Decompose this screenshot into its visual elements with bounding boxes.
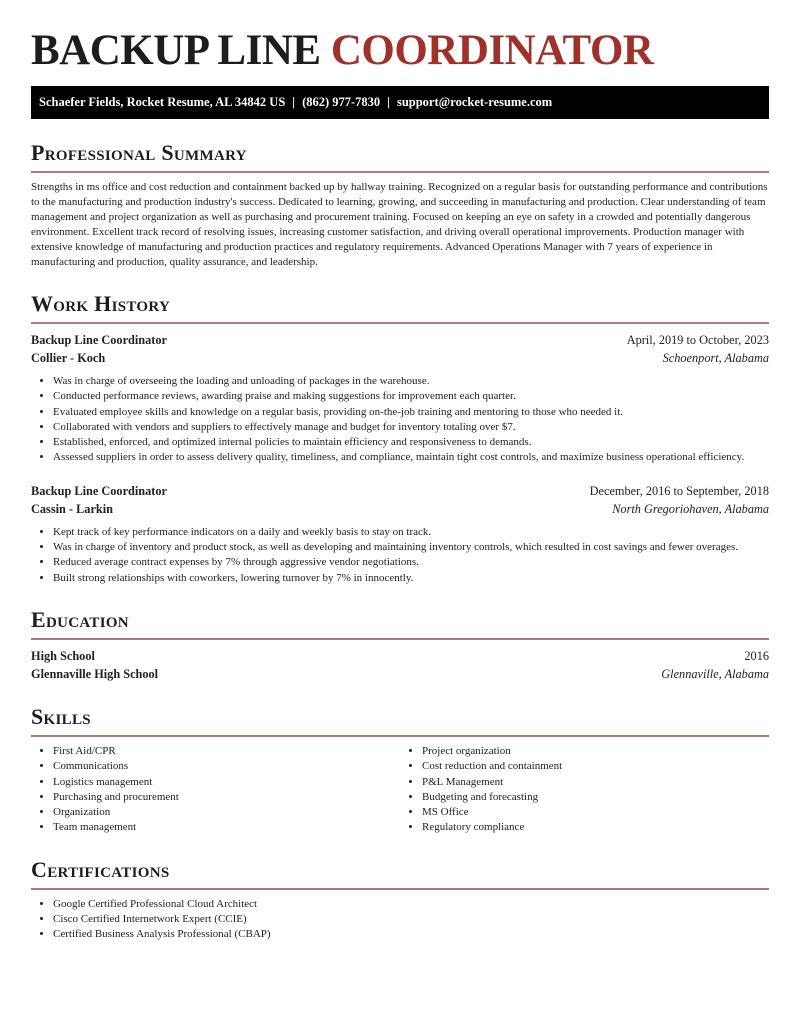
list-item: • Conducted performance reviews, awarding praise and making suggestions for improvement each quarter. (53, 389, 769, 404)
skill-item: • Logistics management (53, 775, 400, 790)
list-item: • Was in charge of inventory and product stock, as well as developing and maintaining inventory controls, which resulted in cost savings and fewer overages. (53, 540, 769, 555)
list-item: • Established, enforced, and optimized internal policies to maintain efficiency and responsiveness to demands. (53, 435, 769, 450)
skills-column-right (400, 744, 769, 836)
job-company: Cassin - Larkin (31, 501, 114, 516)
skill-item: • Cost reduction and containment (422, 759, 769, 774)
job-location: Schoenport, Alabama (662, 351, 769, 365)
contact-address: Schaefer Fields, Rocket Resume, AL 34842 US (39, 95, 286, 109)
job-entry (31, 331, 769, 466)
skill-item: • First Aid/CPR (53, 744, 400, 759)
skill-item: • Organization (53, 805, 400, 820)
job-company-row (31, 500, 769, 518)
job-company-row (31, 349, 769, 367)
skill-item: • Project organization (422, 744, 769, 759)
job-title: Backup Line Coordinator (31, 483, 167, 498)
separator: | (292, 95, 296, 109)
job-dates: December, 2016 to September, 2018 (589, 483, 769, 498)
education-entry (31, 647, 769, 683)
skills-list (31, 737, 769, 836)
certification-item: • Certified Business Analysis Professional (CBAP) (53, 927, 769, 942)
list-item: • Assessed suppliers in order to assess delivery quality, timeliness, and compliance, maintain tight cost controls, and maximize business operational efficiency. (53, 450, 769, 465)
skill-item: • MS Office (422, 805, 769, 820)
job-entry (31, 482, 769, 586)
job-header-row (31, 482, 769, 500)
job-title: Backup Line Coordinator (31, 333, 167, 347)
school: Glennaville High School (31, 666, 159, 681)
title-accent: COORDINATOR (330, 27, 654, 74)
list-item: • Reduced average contract expenses by 7% through aggressive vendor negotiations. (53, 555, 769, 570)
job-bullets (31, 525, 769, 586)
skills-column-left (31, 744, 400, 836)
education-year: 2016 (744, 648, 769, 663)
list-item: • Was in charge of overseeing the loading and unloading of packages in the warehouse. (53, 374, 769, 389)
job-dates: April, 2019 to October, 2023 (626, 333, 769, 347)
degree: High School (31, 648, 95, 663)
separator: | (387, 95, 390, 109)
list-item: • Built strong relationships with coworkers, lowering turnover by 7% in innocently. (53, 571, 769, 586)
contact-phone: (862) 977-7830 (302, 95, 381, 109)
work-history-list (31, 331, 769, 586)
summary-text: Strengths in ms office and cost reduction and containment backed up by hallway training. Recognized on a regular basis for outstanding performance and contributions to the manufacturing and production industry's success. Dedicated to learning, growing, and succeeding in manufacturing and production. Clear understanding of team management and project organization as well as purchasing and procurement training. Focused on keeping an eye on safety in a crowded and potentially dangerous environment. Excellent track record of resolving issues, increasing customer satisfaction, and driving overall operational improvements. Production manager with extensive knowledge of manufacturing and production practices and regulatory requirements. Advanced Operations Manager with 7 years of experience in manufacturing and production, quality assurance, and leadership. (31, 181, 768, 268)
section-heading-summary: Professional Summary (31, 139, 769, 173)
list-item: • Kept track of key performance indicators on a daily and weekly basis to stay on track. (53, 525, 769, 540)
school-location: Glennaville, Alabama (661, 666, 769, 681)
title-main: BACKUP LINE (31, 27, 321, 74)
page-title (31, 24, 769, 78)
list-item: • Evaluated employee skills and knowledge on a regular basis, providing on-the-job training and mentoring to those who needed it. (53, 405, 769, 420)
list-item: • Collaborated with vendors and suppliers to effectively manage and budget for inventory totaling over $7. (53, 420, 769, 435)
job-header-row (31, 331, 769, 349)
job-company: Collier - Koch (31, 351, 106, 365)
skill-item: • Purchasing and procurement (53, 790, 400, 805)
contact-bar (31, 86, 769, 119)
contact-email: support@rocket-resume.com (396, 95, 553, 109)
certifications-list (31, 897, 769, 943)
section-heading-work: Work History (31, 290, 769, 324)
skill-item: • Team management (53, 820, 400, 835)
section-heading-education: Education (31, 606, 769, 640)
section-heading-certifications: Certifications (31, 856, 769, 890)
skill-item: • Budgeting and forecasting (422, 790, 769, 805)
skill-item: • Communications (53, 759, 400, 774)
skill-item: • P&L Management (422, 775, 769, 790)
certification-item: • Google Certified Professional Cloud Architect (53, 897, 769, 912)
certification-item: • Cisco Certified Internetwork Expert (CCIE) (53, 912, 769, 927)
section-heading-skills: Skills (31, 703, 769, 737)
job-location: North Gregoriohaven, Alabama (612, 501, 769, 516)
skill-item: • Regulatory compliance (422, 820, 769, 835)
job-bullets (31, 374, 769, 466)
